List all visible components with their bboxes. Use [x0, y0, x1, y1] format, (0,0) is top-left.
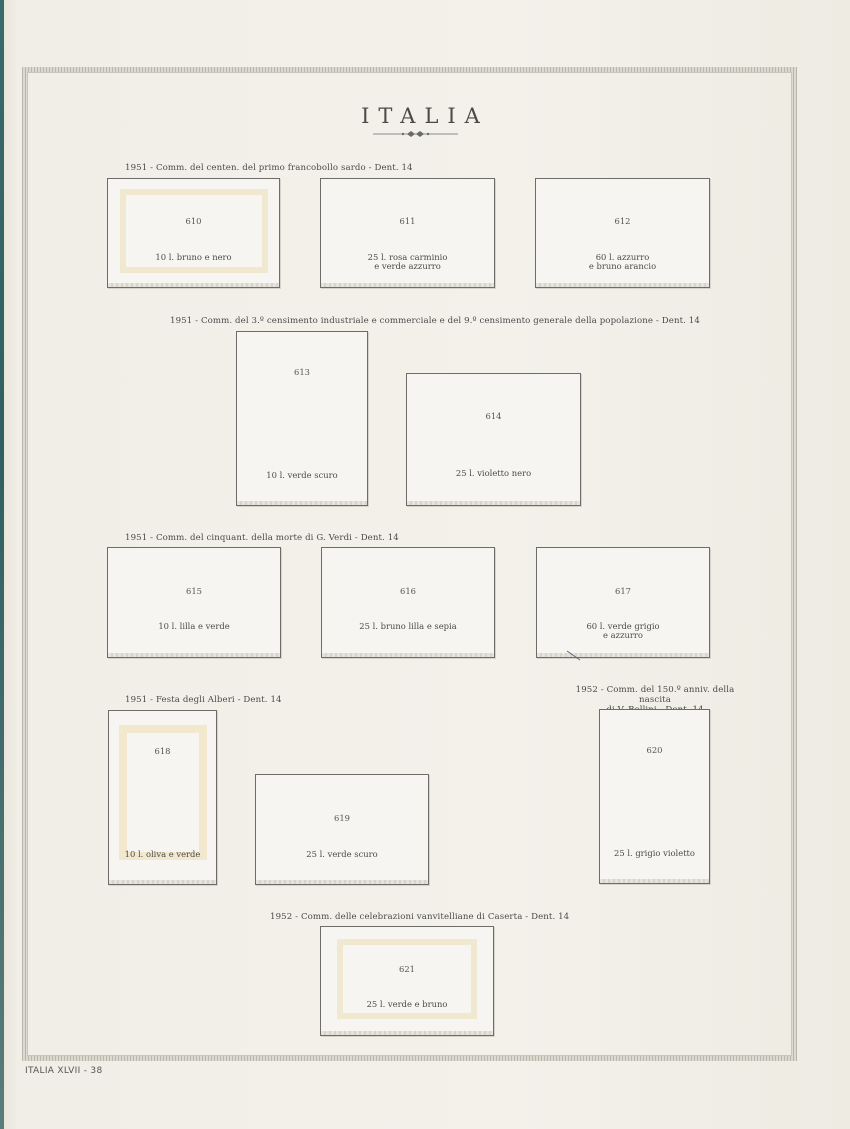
paper-scratch-mark	[566, 650, 582, 662]
stamp-description: 60 l. azzurro	[595, 252, 650, 262]
section-caption-1951-sardo: 1951 - Comm. del centen. del primo francobollo sardo - Dent. 14	[125, 163, 413, 173]
stamp-description: 25 l. verde e bruno	[366, 999, 448, 1009]
page-title: ITALIA	[361, 104, 489, 128]
stamp-number: 621	[399, 964, 415, 974]
stamp-description-line2: e bruno arancio	[588, 261, 657, 271]
stamp-mount-619[interactable]	[255, 774, 429, 885]
mount-perforated-edge	[321, 283, 494, 287]
stamp-description: 25 l. grigio violetto	[614, 848, 695, 858]
mount-perforated-edge	[256, 880, 428, 884]
stamp-mount-610[interactable]	[107, 178, 280, 288]
stamp-mount-611[interactable]	[320, 178, 495, 288]
stamp-mount-618[interactable]	[108, 710, 217, 885]
section-caption-1951-verdi: 1951 - Comm. del cinquant. della morte di G. Verdi - Dent. 14	[125, 533, 399, 543]
stamp-description: 10 l. verde scuro	[266, 470, 338, 480]
stamp-description-line2: e azzurro	[603, 630, 643, 640]
stamp-number: 612	[614, 216, 631, 226]
stamp-number: 616	[400, 586, 416, 596]
section-caption-1952-caserta: 1952 - Comm. delle celebrazioni vanvitelliane di Caserta - Dent. 14	[270, 912, 570, 922]
mount-perforated-edge	[322, 653, 494, 657]
stamp-description: 25 l. rosa carminio	[367, 252, 448, 262]
mount-perforated-edge	[321, 1031, 493, 1035]
stamp-mount-612[interactable]	[535, 178, 710, 288]
stamp-description: 10 l. oliva e verde	[124, 849, 201, 859]
stamp-number: 614	[485, 411, 502, 421]
stamp-mount-620[interactable]	[599, 709, 710, 884]
stamp-mount-613[interactable]	[236, 331, 368, 506]
mount-perforated-edge	[536, 283, 709, 287]
mount-perforated-edge	[600, 879, 709, 883]
stamp-mount-621[interactable]	[320, 926, 494, 1036]
caption-line: 1952 - Comm. del 150.º anniv. della nascita	[575, 685, 735, 705]
stamp-number: 610	[185, 216, 202, 226]
stamp-mount-617[interactable]	[536, 547, 710, 658]
mount-perforated-edge	[237, 501, 367, 505]
stamp-mount-616[interactable]	[321, 547, 495, 658]
mount-perforated-edge	[407, 501, 580, 505]
page-footer: ITALIA XLVII - 38	[25, 1066, 103, 1076]
stamp-description: 25 l. violetto nero	[455, 468, 532, 478]
stamp-number: 611	[399, 216, 416, 226]
stamp-description: 25 l. verde scuro	[306, 849, 378, 859]
stamp-description: 60 l. verde grigio	[586, 621, 660, 631]
stamp-mount-615[interactable]	[107, 547, 281, 658]
stamp-description: 25 l. bruno lilla e sepia	[359, 621, 457, 631]
stamp-number: 618	[154, 746, 171, 756]
stamp-description-line2: e verde azzurro	[374, 261, 441, 271]
mount-perforated-edge	[109, 880, 216, 884]
stamp-description: 10 l. bruno e nero	[155, 252, 232, 262]
title-ornament-icon	[373, 128, 458, 140]
stamp-number: 620	[646, 745, 663, 755]
stamp-number: 615	[186, 586, 202, 596]
mount-perforated-edge	[108, 283, 279, 287]
stamp-mount-614[interactable]	[406, 373, 581, 506]
binding-spine	[0, 0, 4, 1129]
mount-perforated-edge	[108, 653, 280, 657]
stamp-number: 619	[334, 813, 350, 823]
section-caption-1951-alberi: 1951 - Festa degli Alberi - Dent. 14	[125, 695, 282, 705]
stamp-description: 10 l. lilla e verde	[158, 621, 230, 631]
section-caption-1951-censimento: 1951 - Comm. del 3.º censimento industriale e commerciale e del 9.º censimento generale della popolazione - Dent. 14	[170, 316, 700, 326]
stamp-number: 617	[615, 586, 631, 596]
mount-perforated-edge	[537, 653, 709, 657]
stamp-number: 613	[294, 367, 310, 377]
